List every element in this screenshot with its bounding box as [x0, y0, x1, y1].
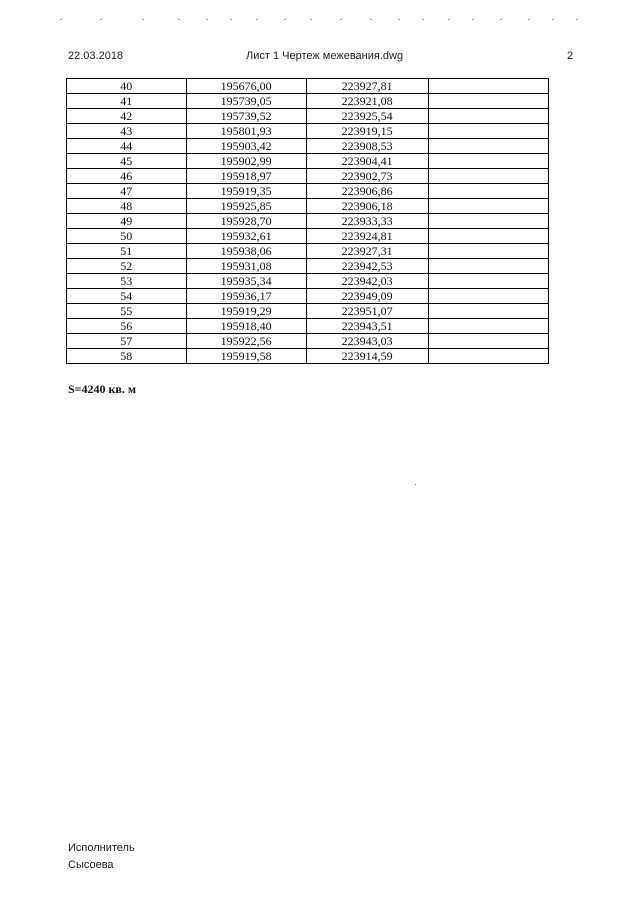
table-row [67, 349, 549, 364]
coordinates-table [66, 78, 549, 364]
point-number-cell: 55 [67, 304, 187, 319]
y-coordinate-cell: 223924,81 [306, 229, 428, 244]
x-coordinate-cell: 195936,17 [186, 289, 306, 304]
document-title: Лист 1 Чертеж межевания.dwg [246, 50, 404, 62]
point-number-cell: 56 [67, 319, 187, 334]
empty-cell [428, 259, 548, 274]
scan-dot [230, 19, 232, 20]
table-row [67, 289, 549, 304]
scan-dot [60, 19, 62, 20]
y-coordinate-cell: 223942,03 [306, 274, 428, 289]
point-number-cell: 57 [67, 334, 187, 349]
scan-dot [142, 19, 144, 20]
x-coordinate-cell: 195919,58 [186, 349, 306, 364]
y-coordinate-cell: 223906,18 [306, 199, 428, 214]
executor-name: Сысоева [68, 859, 114, 871]
table-row [67, 169, 549, 184]
y-coordinate-cell: 223921,08 [306, 94, 428, 109]
table-row [67, 199, 549, 214]
x-coordinate-cell: 195739,05 [186, 94, 306, 109]
table-row [67, 274, 549, 289]
scan-dot [178, 19, 180, 20]
point-number-cell: 46 [67, 169, 187, 184]
point-number-cell: 47 [67, 184, 187, 199]
empty-cell [428, 244, 548, 259]
point-number-cell: 43 [67, 124, 187, 139]
x-coordinate-cell: 195938,06 [186, 244, 306, 259]
y-coordinate-cell: 223914,59 [306, 349, 428, 364]
point-number-cell: 51 [67, 244, 187, 259]
empty-cell [428, 334, 548, 349]
empty-cell [428, 94, 548, 109]
empty-cell [428, 349, 548, 364]
scan-dot [528, 19, 530, 20]
empty-cell [428, 139, 548, 154]
table-row [67, 154, 549, 169]
y-coordinate-cell: 223949,09 [306, 289, 428, 304]
point-number-cell: 42 [67, 109, 187, 124]
table-row [67, 184, 549, 199]
x-coordinate-cell: 195918,97 [186, 169, 306, 184]
x-coordinate-cell: 195935,34 [186, 274, 306, 289]
y-coordinate-cell: 223933,33 [306, 214, 428, 229]
scan-artifact-dots [60, 19, 590, 23]
scan-dot [500, 19, 502, 20]
y-coordinate-cell: 223904,41 [306, 154, 428, 169]
page-number: 2 [567, 50, 574, 62]
y-coordinate-cell: 223927,31 [306, 244, 428, 259]
empty-cell [428, 154, 548, 169]
x-coordinate-cell: 195903,42 [186, 139, 306, 154]
table-row [67, 244, 549, 259]
y-coordinate-cell: 223943,03 [306, 334, 428, 349]
x-coordinate-cell: 195932,61 [186, 229, 306, 244]
table-row [67, 229, 549, 244]
point-number-cell: 53 [67, 274, 187, 289]
x-coordinate-cell: 195676,00 [186, 79, 306, 94]
point-number-cell: 50 [67, 229, 187, 244]
executor-label: Исполнитель [68, 842, 135, 854]
table-row [67, 334, 549, 349]
point-number-cell: 44 [67, 139, 187, 154]
x-coordinate-cell: 195801,93 [186, 124, 306, 139]
table-row [67, 124, 549, 139]
x-coordinate-cell: 195919,29 [186, 304, 306, 319]
x-coordinate-cell: 195739,52 [186, 109, 306, 124]
y-coordinate-cell: 223943,51 [306, 319, 428, 334]
empty-cell [428, 79, 548, 94]
scan-dot [340, 19, 342, 20]
table-row [67, 259, 549, 274]
scan-dot [448, 19, 450, 20]
empty-cell [428, 169, 548, 184]
scan-dot [100, 19, 102, 20]
y-coordinate-cell: 223951,07 [306, 304, 428, 319]
scan-dot [422, 19, 424, 20]
x-coordinate-cell: 195925,85 [186, 199, 306, 214]
scan-dot [472, 19, 474, 20]
table-row [67, 79, 549, 94]
empty-cell [428, 199, 548, 214]
table-row [67, 94, 549, 109]
scan-dot [256, 19, 258, 20]
scan-dot [398, 19, 400, 20]
area-total: S=4240 кв. м [68, 382, 137, 396]
y-coordinate-cell: 223927,81 [306, 79, 428, 94]
point-number-cell: 58 [67, 349, 187, 364]
empty-cell [428, 229, 548, 244]
table-row [67, 304, 549, 319]
table-row [67, 214, 549, 229]
x-coordinate-cell: 195922,56 [186, 334, 306, 349]
x-coordinate-cell: 195902,99 [186, 154, 306, 169]
print-date: 22.03.2018 [68, 50, 124, 62]
y-coordinate-cell: 223925,54 [306, 109, 428, 124]
scan-dot [576, 19, 578, 20]
table-row [67, 139, 549, 154]
point-number-cell: 54 [67, 289, 187, 304]
empty-cell [428, 304, 548, 319]
scan-dot [552, 19, 554, 20]
empty-cell [428, 124, 548, 139]
x-coordinate-cell: 195918,40 [186, 319, 306, 334]
point-number-cell: 40 [67, 79, 187, 94]
scan-dot [310, 19, 312, 20]
y-coordinate-cell: 223919,15 [306, 124, 428, 139]
point-number-cell: 48 [67, 199, 187, 214]
table-row [67, 109, 549, 124]
table-row [67, 319, 549, 334]
point-number-cell: 52 [67, 259, 187, 274]
point-number-cell: 49 [67, 214, 187, 229]
empty-cell [428, 214, 548, 229]
empty-cell [428, 184, 548, 199]
empty-cell [428, 289, 548, 304]
y-coordinate-cell: 223908,53 [306, 139, 428, 154]
point-number-cell: 41 [67, 94, 187, 109]
coordinates-table-body [67, 79, 549, 364]
y-coordinate-cell: 223902,73 [306, 169, 428, 184]
x-coordinate-cell: 195931,08 [186, 259, 306, 274]
y-coordinate-cell: 223906,86 [306, 184, 428, 199]
empty-cell [428, 109, 548, 124]
empty-cell [428, 274, 548, 289]
x-coordinate-cell: 195919,35 [186, 184, 306, 199]
y-coordinate-cell: 223942,53 [306, 259, 428, 274]
x-coordinate-cell: 195928,70 [186, 214, 306, 229]
scan-dot [206, 19, 208, 20]
empty-cell [428, 319, 548, 334]
scan-dot [370, 19, 372, 20]
scan-speck [415, 484, 416, 485]
point-number-cell: 45 [67, 154, 187, 169]
scan-dot [284, 19, 286, 20]
